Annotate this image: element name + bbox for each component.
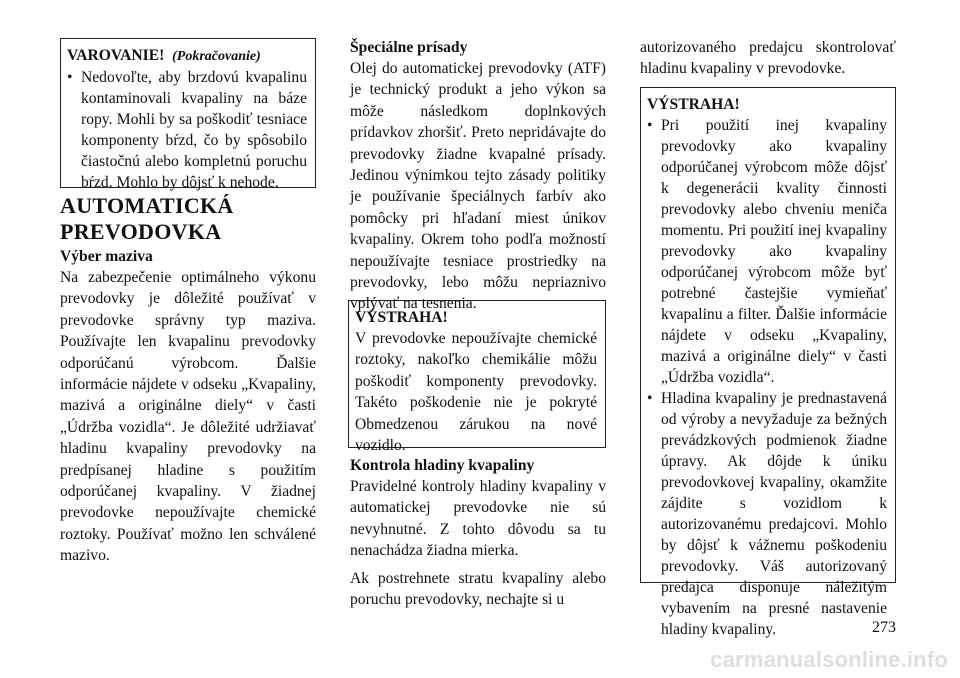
paragraph-dealer-check: autorizovaného predajcu skontrolovať hladinu kvapaliny v prevodovke. [640, 39, 896, 78]
section-heading [60, 193, 234, 245]
heading-line-1: AUTOMATICKÁ [60, 193, 234, 218]
page-number: 273 [872, 619, 896, 636]
warning-title: VÝSTRAHA! [355, 309, 448, 326]
warning-bullets [67, 67, 307, 193]
warning-title: VAROVANIE! (Pokračovanie) [67, 47, 261, 64]
subheading-lubricant: Výber maziva [60, 248, 153, 265]
subheading-additives: Špeciálne prísady [350, 39, 468, 56]
heading-line-2: PREVODOVKA [60, 219, 222, 244]
warning-title: VÝSTRAHA! [647, 96, 740, 113]
warning-bullet: • Nedovoľte, aby brzdovú kvapalinu kontaminovali kvapaliny na báze ropy. Mohli by sa poškodiť tesniace komponenty bŕzd, čo by spôsobilo čiastočnú alebo kompletnú poruchu bŕzd. Mohlo by dôjsť k nehode. [67, 67, 307, 193]
warning-bullet: • Pri použití inej kvapaliny prevodovky ako kvapaliny odporúčanej výrobcom môže dôjsť k degenerácii kvality činnosti prevodovky alebo chveniu meniča momentu. Pri použití inej kvapaliny prevodovky ako kvapaliny odporúčanej výrobcom môže byť potrebné častejšie vymieňať kvapalinu a filter. Ďalšie informácie nájdete v odseku „Kvapaliny, mazivá a originálne diely“ v časti „Údržba vozidla“. [647, 115, 887, 388]
paragraph-fluid-loss: Ak postrehnete stratu kvapaliny alebo poruchu prevodovky, nechajte si u [350, 569, 606, 609]
warning-box-chemicals [348, 300, 606, 455]
warning-bullets [647, 115, 887, 640]
watermark: carmanualsonline.info [710, 647, 948, 672]
warning-bullet: • Hladina kvapaliny je prednastavená od výroby a nevyžaduje za bežných prevádzkových podmienok žiadne úpravy. Ak dôjde k úniku prevodovkovej kvapaliny, okamžite zájdite s vozidlom k autorizovanému predajcovi. Mohlo by dôjsť k vážnemu poškodeniu prevodovky. Váš autorizovaný predajca disponuje náležitým vybavením na presné nastavenie hladiny kvapaliny. [647, 388, 887, 640]
paragraph-additives: Olej do automatickej prevodovky (ATF) je technický produkt a jeho výkon sa môže následkom doplnkových prídavkov zhoršiť. Preto nepridávajte do prevodovky žiadne kvapalné prísady. Jedinou výnimkou tejto zásady politiky je používanie špeciálnych farbív ako pomôcky pri hľadaní miest únikov kvapaliny. Okrem toho podľa možností nepoužívajte tesniace prostriedky na prevodovky, lebo môžu nepriaznivo vplývať na tesnenia. [350, 60, 606, 313]
warning-box-continued [60, 38, 316, 191]
warning-text: V prevodovke nepoužívajte chemické roztoky, nakoľko chemikálie môžu poškodiť komponenty prevodovky. Takéto poškodenie nie je pokryté Obmedzenou zárukou na nové vozidlo. [355, 330, 597, 455]
paragraph-fluid-check: Pravidelné kontroly hladiny kvapaliny v automatickej prevodovke nie sú nevyhnutné. Z tohto dôvodu sa tu nenachádza žiadna mierka. [350, 478, 606, 560]
subheading-fluid-check: Kontrola hladiny kvapaliny [350, 457, 535, 474]
paragraph-lubricant: Na zabezpečenie optimálneho výkonu prevodovky je dôležité používať v prevodovke správny typ maziva. Používajte len kvapalinu prevodovky odporúčanú výrobcom. Ďalšie informácie nájdete v odseku „Kvapaliny, mazivá a originálne diely“ v časti „Údržba vozidla“. Je dôležité udržiavať hladinu kvapaliny prevodovky na predpísanej hladine s použitím odporúčanej kvapaliny. V žiadnej prevodovke nepoužívajte chemické roztoky. Používať možno len schválené mazivo. [60, 269, 316, 565]
warning-title-suffix: (Pokračovanie) [172, 49, 261, 64]
